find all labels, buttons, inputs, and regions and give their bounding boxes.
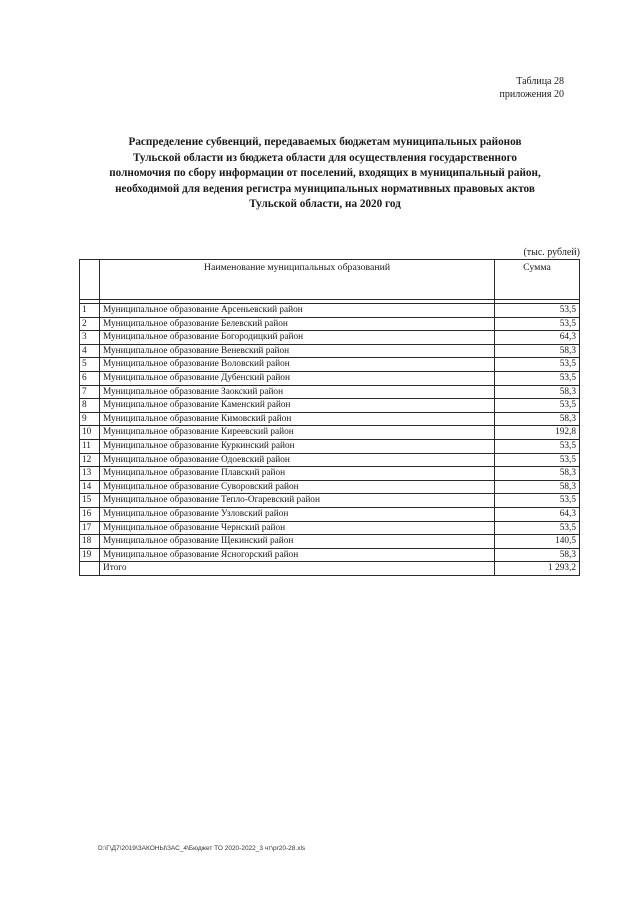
table-row: [80, 453, 580, 467]
amount-cell: 58,3: [495, 412, 580, 426]
row-number-cell: 14: [80, 480, 100, 494]
amount-cell: 64,3: [495, 331, 580, 345]
amount-cell: 58,3: [495, 548, 580, 562]
table-row: [80, 344, 580, 358]
municipality-name-cell: Муниципальное образование Киреевский район: [100, 426, 495, 440]
municipality-name-cell: Муниципальное образование Чернский район: [100, 521, 495, 535]
municipality-name-cell: Муниципальное образование Узловский район: [100, 507, 495, 521]
municipality-name-cell: Муниципальное образование Белевский район: [100, 317, 495, 331]
amount-cell: 53,5: [495, 453, 580, 467]
amount-cell: 53,5: [495, 317, 580, 331]
row-number-cell: 3: [80, 331, 100, 345]
row-number-cell: 15: [80, 494, 100, 508]
table-row: [80, 480, 580, 494]
municipality-name-cell: Муниципальное образование Тепло-Огаревский район: [100, 494, 495, 508]
total-row: [80, 562, 580, 576]
amount-cell: 192,8: [495, 426, 580, 440]
title-line: Тульской области, на 2020 год: [249, 198, 401, 210]
row-number-cell: 10: [80, 426, 100, 440]
amount-cell: 64,3: [495, 507, 580, 521]
amount-cell: 53,5: [495, 439, 580, 453]
appendix-reference: приложения 20: [499, 89, 564, 100]
municipality-name-cell: Муниципальное образование Воловский район: [100, 358, 495, 372]
row-number-cell: 1: [80, 304, 100, 318]
table-number: Таблица 28: [516, 76, 564, 87]
amount-cell: 53,5: [495, 304, 580, 318]
total-num-cell: [80, 562, 100, 576]
table-row: [80, 304, 580, 318]
row-number-cell: 7: [80, 385, 100, 399]
header-sum-cell: Сумма: [495, 260, 580, 300]
amount-cell: 53,5: [495, 399, 580, 413]
row-number-cell: 12: [80, 453, 100, 467]
document-title: [70, 135, 580, 213]
file-path-footer: D:\Г\Д7\2019\ЗАКОНЫ\ЗАС_4\Бюджет ТО 2020-2022_3 чт\pr20-28.xls: [98, 845, 306, 852]
municipality-name-cell: Муниципальное образование Веневский район: [100, 344, 495, 358]
table-header-row: [80, 260, 580, 300]
amount-cell: 53,5: [495, 358, 580, 372]
amount-cell: 53,5: [495, 521, 580, 535]
amount-cell: 58,3: [495, 385, 580, 399]
table-row: [80, 399, 580, 413]
header-num-cell: [80, 260, 100, 300]
title-line: полномочия по сбору информации от поселений, входящих в муниципальный район,: [109, 167, 541, 179]
table-row: [80, 426, 580, 440]
row-number-cell: 17: [80, 521, 100, 535]
amount-cell: 58,3: [495, 480, 580, 494]
amount-cell: 140,5: [495, 535, 580, 549]
municipality-name-cell: Муниципальное образование Щекинский район: [100, 535, 495, 549]
municipality-name-cell: Муниципальное образование Ясногорский район: [100, 548, 495, 562]
table-row: [80, 331, 580, 345]
amount-cell: 58,3: [495, 344, 580, 358]
municipality-name-cell: Муниципальное образование Каменский район: [100, 399, 495, 413]
total-amount-cell: 1 293,2: [495, 562, 580, 576]
table-row: [80, 317, 580, 331]
municipality-name-cell: Муниципальное образование Куркинский район: [100, 439, 495, 453]
row-number-cell: 19: [80, 548, 100, 562]
municipality-name-cell: Муниципальное образование Дубенский район: [100, 371, 495, 385]
municipality-name-cell: Муниципальное образование Заокский район: [100, 385, 495, 399]
municipality-name-cell: Муниципальное образование Арсеньевский район: [100, 304, 495, 318]
table-row: [80, 507, 580, 521]
row-number-cell: 6: [80, 371, 100, 385]
table-row: [80, 439, 580, 453]
row-number-cell: 9: [80, 412, 100, 426]
row-number-cell: 4: [80, 344, 100, 358]
municipality-name-cell: Муниципальное образование Одоевский район: [100, 453, 495, 467]
row-number-cell: 2: [80, 317, 100, 331]
row-number-cell: 11: [80, 439, 100, 453]
units-label: (тыс. рублей): [523, 247, 580, 258]
table-row: [80, 521, 580, 535]
municipality-name-cell: Муниципальное образование Плавский район: [100, 467, 495, 481]
row-number-cell: 18: [80, 535, 100, 549]
table-reference: [500, 75, 564, 101]
table-row: [80, 548, 580, 562]
title-line: Распределение субвенций, передаваемых бюджетам муниципальных районов: [128, 136, 522, 148]
amount-cell: 58,3: [495, 467, 580, 481]
distribution-table: [79, 259, 580, 576]
municipality-name-cell: Муниципальное образование Кимовский район: [100, 412, 495, 426]
header-name-cell: Наименование муниципальных образований: [100, 260, 495, 300]
row-number-cell: 13: [80, 467, 100, 481]
municipality-name-cell: Муниципальное образование Богородицкий район: [100, 331, 495, 345]
row-number-cell: 16: [80, 507, 100, 521]
title-line: необходимой для ведения регистра муниципальных нормативных правовых актов: [115, 182, 535, 195]
total-label-cell: Итого: [100, 562, 495, 576]
municipality-name-cell: Муниципальное образование Суворовский район: [100, 480, 495, 494]
table-row: [80, 358, 580, 372]
table-row: [80, 467, 580, 481]
table-row: [80, 412, 580, 426]
amount-cell: 53,5: [495, 371, 580, 385]
amount-cell: 53,5: [495, 494, 580, 508]
row-number-cell: 5: [80, 358, 100, 372]
table-row: [80, 494, 580, 508]
row-number-cell: 8: [80, 399, 100, 413]
table-row: [80, 371, 580, 385]
title-line: Тульской области из бюджета области для осуществления государственного: [133, 151, 517, 164]
table-row: [80, 535, 580, 549]
table-row: [80, 385, 580, 399]
